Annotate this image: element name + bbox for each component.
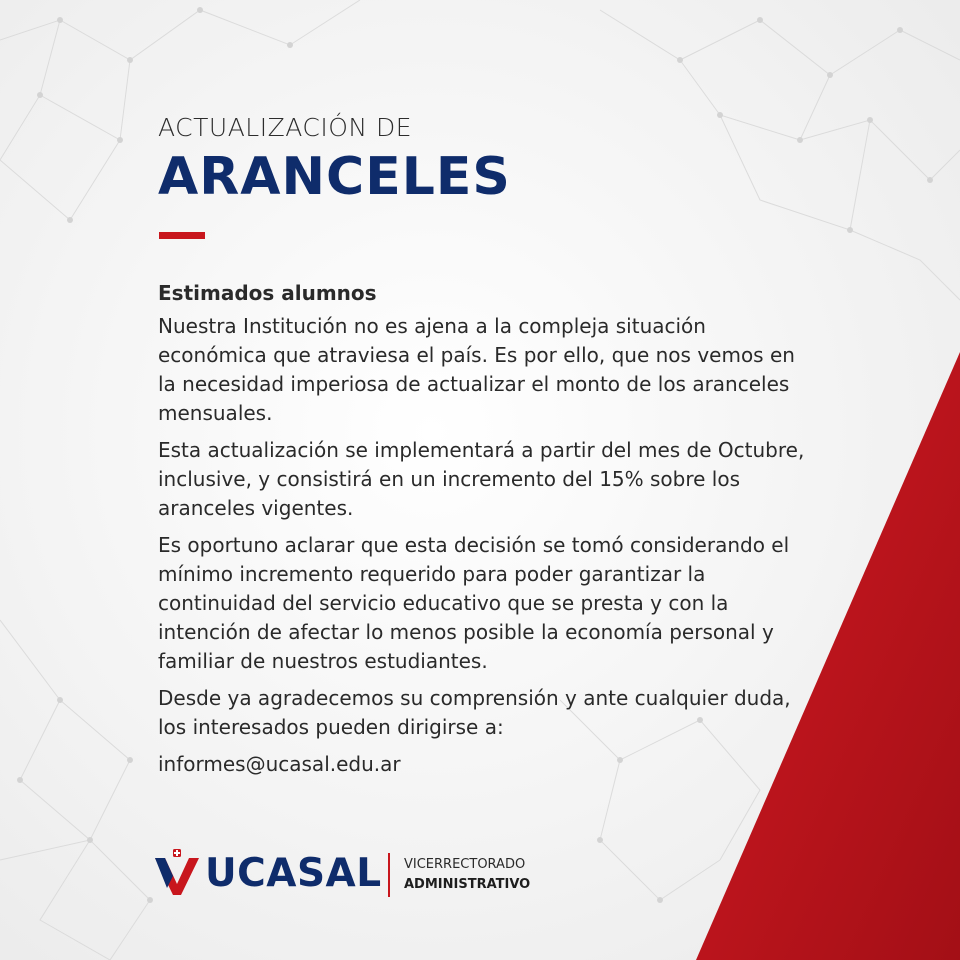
paragraph-1: Nuestra Institución no es ajena a la compleja situación económica que atraviesa el país. Es por ello, que nos vemos en la necesidad imperiosa de actualizar el monto de los aranceles mensuales. xyxy=(158,314,795,425)
paragraph-2: Esta actualización se implementará a partir del mes de Octubre, inclusive, y consistirá en un incremento del 15% sobre los aranceles vigentes. xyxy=(158,438,805,520)
greeting: Estimados alumnos xyxy=(158,281,377,305)
title-accent-bar xyxy=(159,232,205,239)
brand-name: UCASAL xyxy=(205,851,382,896)
ucasal-emblem-icon xyxy=(155,848,199,896)
paragraph-4: Desde ya agradecemos su comprensión y ante cualquier duda, los interesados pueden dirigirse a: xyxy=(158,686,791,739)
contact-email: informes@ucasal.edu.ar xyxy=(158,752,401,776)
page-title: ARANCELES xyxy=(158,147,511,207)
logo-divider xyxy=(388,853,390,897)
letter-body xyxy=(158,279,818,787)
paragraph-3: Es oportuno aclarar que esta decisión se tomó considerando el mínimo incremento requerido para poder garantizar la continuidad del servicio educativo que se presta y con la intención de afectar lo menos posible la economía personal y familiar de nuestros estudiantes. xyxy=(158,533,790,673)
footer-logo xyxy=(155,848,555,904)
page-kicker: ACTUALIZACIÓN DE xyxy=(158,113,413,142)
department-line-1: VICERRECTORADO xyxy=(404,857,526,872)
department-line-2: ADMINISTRATIVO xyxy=(404,877,531,892)
